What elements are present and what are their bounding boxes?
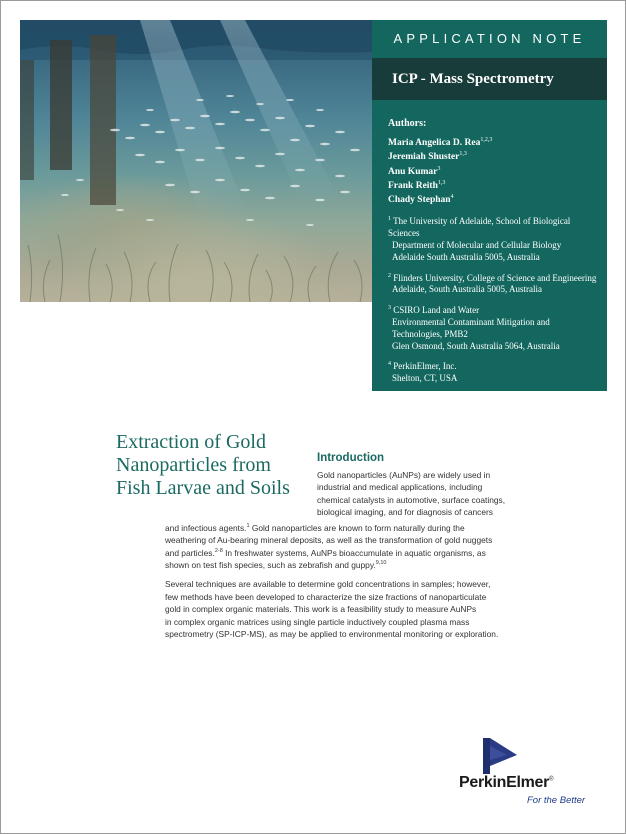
affiliation: $^1$ The University of Adelaide, School of Biological Sciences Department of Molecular and Cellular Biology Adelaide South Australia 5005, Australia — [388, 216, 571, 262]
body-line: and particles.$^{2-8}$ In freshwater systems, AuNPs bioaccumulate in aquatic organisms, as — [165, 548, 486, 558]
underwater-fish-photo — [20, 20, 372, 302]
body-line: shown on test fish species, such as zebrafish and guppy.$^{9,10}$ — [165, 560, 387, 570]
perkinelmer-logo-wordmark: PerkinElmer® — [459, 774, 554, 791]
body-line: Several techniques are available to determine gold concentrations in samples; however, — [165, 579, 491, 589]
logo-tagline: For the Better — [527, 795, 586, 806]
affiliation: $^4$ PerkinElmer, Inc. Shelton, CT, USA — [388, 361, 458, 384]
body-line: chemical catalysts in automotive, surface coatings, — [317, 495, 506, 505]
perkinelmer-logo-icon — [481, 738, 521, 774]
introduction-heading: Introduction — [317, 452, 385, 464]
technique-label: ICP - Mass Spectrometry — [372, 58, 607, 100]
authors-heading: Authors: — [388, 118, 427, 129]
fish-school-illustration — [20, 20, 372, 302]
body-line: industrial and medical applications, including — [317, 482, 483, 492]
body-line: weathering of Au-bearing mineral deposits, as well as the transformation of gold nuggets — [165, 535, 493, 545]
body-line: Gold nanoparticles (AuNPs) are widely used in — [317, 470, 491, 480]
application-note-label: APPLICATION NOTE — [393, 31, 586, 46]
body-line: and infectious agents.$^1$ Gold nanoparticles are known to form naturally during the — [165, 523, 465, 533]
body-line: gold in complex organic materials. This work is a feasibility study to measure AuNPs — [165, 604, 477, 614]
document-title: Extraction of Gold Nanoparticles from Fish Larvae and Soils — [116, 431, 290, 499]
body-line: spectrometry (SP-ICP-MS), as may be applied to environmental monitoring or exploration. — [165, 629, 499, 639]
body-line: in complex organic matrices using single particle inductively coupled plasma mass — [165, 617, 470, 627]
author-info-panel — [372, 20, 607, 391]
author-name: Maria Angelica D. Rea$^{1,2,3}$ — [388, 136, 493, 148]
author-name: Jeremiah Shuster$^{1,3}$ — [388, 151, 467, 163]
author-name: Anu Kumar$^3$ — [388, 165, 441, 177]
author-name: Chady Stephan$^4$ — [388, 194, 454, 206]
authors-block — [388, 118, 603, 385]
affiliation: $^3$ CSIRO Land and Water Environmental Contaminant Mitigation and Technologies, PMB2 Glen Osmond, South Australia 5064, Australia — [388, 305, 560, 351]
body-line: few methods have been developed to characterize the size fractions of nanoparticulate — [165, 592, 487, 602]
body-line: biological imaging, and for diagnosis of cancers — [317, 507, 493, 517]
affiliation: $^2$ Flinders University, College of Science and Engineering Adelaide, South Australia 5005, Australia — [388, 272, 597, 295]
author-name: Frank Reith$^{1,3}$ — [388, 179, 446, 191]
